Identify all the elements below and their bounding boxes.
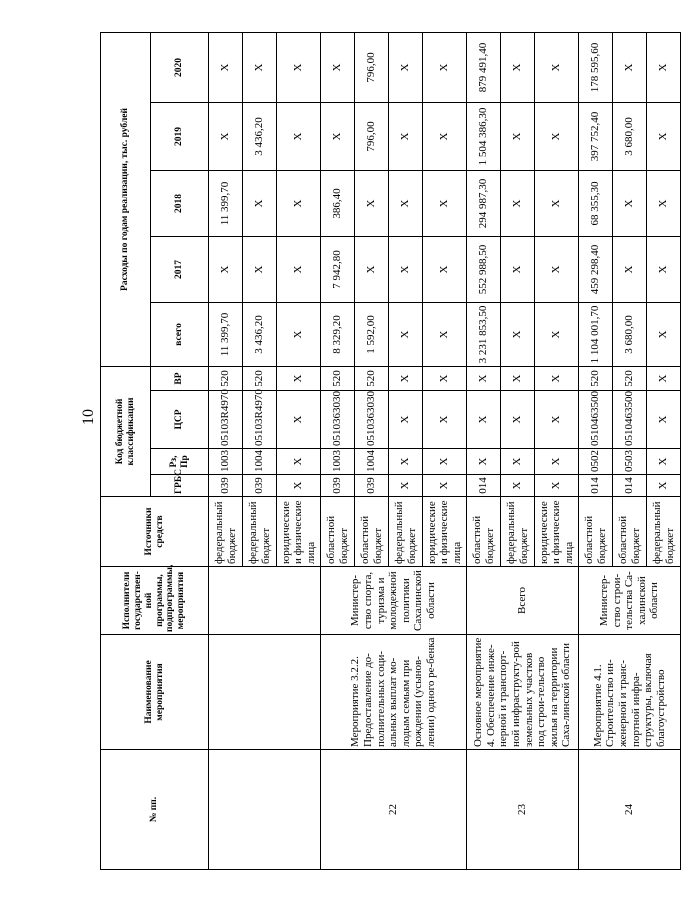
cell-y2017: X bbox=[647, 236, 681, 302]
header-2018: 2018 bbox=[151, 170, 209, 236]
cell-vr: 520 bbox=[243, 366, 277, 390]
table-body bbox=[209, 32, 681, 869]
table-row bbox=[467, 32, 501, 869]
cell-csr: X bbox=[389, 391, 423, 449]
cell-y2017: X bbox=[355, 236, 389, 302]
funding-source: областной бюджет bbox=[579, 497, 613, 567]
rotated-table-container bbox=[100, 33, 676, 870]
cell-y2019: X bbox=[389, 102, 423, 170]
cell-rzpr: 1003 bbox=[321, 449, 355, 475]
cell-vr: X bbox=[501, 366, 535, 390]
cell-y2018: X bbox=[535, 170, 579, 236]
event-name: Мероприятие 3.2.2. Предоставление до-полнительных соци-альных выплат мо-лодым семьям при рождении (усынов-лении) одного ре-бенка bbox=[321, 635, 467, 750]
header-name: Наименование мероприятия bbox=[101, 635, 209, 750]
cell-y2020: 879 491,40 bbox=[467, 32, 501, 102]
cell-y2017: X bbox=[613, 236, 647, 302]
cell-total: 11 399,70 bbox=[209, 302, 243, 366]
cell-y2020: X bbox=[321, 32, 355, 102]
row-number bbox=[209, 750, 321, 870]
cell-y2019: X bbox=[321, 102, 355, 170]
cell-total: 3 680,00 bbox=[613, 302, 647, 366]
table-row bbox=[209, 32, 243, 869]
cell-vr: 520 bbox=[355, 366, 389, 390]
cell-total: X bbox=[389, 302, 423, 366]
executor-name: Всего bbox=[467, 567, 579, 635]
event-name: Мероприятие 4.1. Строительство ин-женерной и транс-портной инфра-структуры, включая благоустройство bbox=[579, 635, 681, 750]
cell-y2019: 3 436,20 bbox=[243, 102, 277, 170]
cell-csr: X bbox=[535, 391, 579, 449]
funding-source: юридические и физические лица bbox=[535, 497, 579, 567]
cell-csr: 0510463500 bbox=[613, 391, 647, 449]
cell-grbs: 039 bbox=[355, 475, 389, 497]
header-expenses: Расходы по годам реализации, тыс. рублей bbox=[101, 32, 151, 366]
cell-total: X bbox=[647, 302, 681, 366]
header-vr: ВР bbox=[151, 366, 209, 390]
cell-y2019: X bbox=[535, 102, 579, 170]
cell-y2017: X bbox=[535, 236, 579, 302]
cell-y2020: X bbox=[209, 32, 243, 102]
cell-csr: 0510363030 bbox=[355, 391, 389, 449]
cell-total: 8 329,20 bbox=[321, 302, 355, 366]
cell-rzpr: 1004 bbox=[355, 449, 389, 475]
executor-name bbox=[209, 567, 321, 635]
cell-vr: X bbox=[277, 366, 321, 390]
header-source: Источники средств bbox=[101, 497, 209, 567]
cell-y2018: 68 355,30 bbox=[579, 170, 613, 236]
cell-total: 1 104 001,70 bbox=[579, 302, 613, 366]
cell-rzpr: X bbox=[647, 449, 681, 475]
table-row bbox=[579, 32, 613, 869]
cell-total: X bbox=[501, 302, 535, 366]
cell-grbs: 014 bbox=[467, 475, 501, 497]
header-2017: 2017 bbox=[151, 236, 209, 302]
header-num: № пп. bbox=[101, 750, 209, 870]
cell-y2017: 459 298,40 bbox=[579, 236, 613, 302]
cell-grbs: 039 bbox=[321, 475, 355, 497]
cell-vr: 520 bbox=[209, 366, 243, 390]
cell-rzpr: 1004 bbox=[243, 449, 277, 475]
header-total: всего bbox=[151, 302, 209, 366]
cell-y2019: X bbox=[277, 102, 321, 170]
cell-total: 1 592,00 bbox=[355, 302, 389, 366]
cell-y2020: X bbox=[277, 32, 321, 102]
cell-y2020: X bbox=[613, 32, 647, 102]
cell-y2017: X bbox=[423, 236, 467, 302]
cell-csr: X bbox=[501, 391, 535, 449]
executor-name: Министер-ство строи-тельства Са-халинской области bbox=[579, 567, 681, 635]
cell-rzpr: X bbox=[423, 449, 467, 475]
header-row-1 bbox=[101, 32, 151, 869]
funding-source: федеральный бюджет bbox=[647, 497, 681, 567]
cell-y2017: X bbox=[277, 236, 321, 302]
cell-y2018: 11 399,70 bbox=[209, 170, 243, 236]
row-number: 24 bbox=[579, 750, 681, 870]
cell-csr: 0510363030 bbox=[321, 391, 355, 449]
cell-grbs: X bbox=[423, 475, 467, 497]
cell-y2018: X bbox=[243, 170, 277, 236]
cell-vr: X bbox=[467, 366, 501, 390]
cell-csr: X bbox=[467, 391, 501, 449]
funding-source: федеральный бюджет bbox=[501, 497, 535, 567]
cell-rzpr: 0502 bbox=[579, 449, 613, 475]
cell-grbs: 014 bbox=[613, 475, 647, 497]
cell-y2018: 386,40 bbox=[321, 170, 355, 236]
cell-vr: 520 bbox=[321, 366, 355, 390]
header-csr: ЦСР bbox=[151, 391, 209, 449]
cell-y2020: X bbox=[647, 32, 681, 102]
cell-vr: X bbox=[423, 366, 467, 390]
funding-source: областной бюджет bbox=[467, 497, 501, 567]
cell-rzpr: X bbox=[501, 449, 535, 475]
cell-total: X bbox=[277, 302, 321, 366]
cell-y2018: X bbox=[613, 170, 647, 236]
cell-y2019: X bbox=[501, 102, 535, 170]
header-rzpr: Рз, Пр bbox=[151, 449, 209, 475]
cell-rzpr: X bbox=[277, 449, 321, 475]
cell-rzpr: 0503 bbox=[613, 449, 647, 475]
header-budget-code: Код бюджетной классификации bbox=[101, 366, 151, 496]
cell-grbs: 039 bbox=[209, 475, 243, 497]
budget-table bbox=[100, 32, 681, 870]
cell-y2019: X bbox=[209, 102, 243, 170]
cell-rzpr: X bbox=[389, 449, 423, 475]
cell-rzpr: X bbox=[467, 449, 501, 475]
cell-grbs: X bbox=[535, 475, 579, 497]
cell-y2018: X bbox=[389, 170, 423, 236]
cell-csr: 0510463500 bbox=[579, 391, 613, 449]
cell-y2020: X bbox=[501, 32, 535, 102]
cell-y2017: X bbox=[501, 236, 535, 302]
funding-source: областной бюджет bbox=[321, 497, 355, 567]
cell-vr: X bbox=[535, 366, 579, 390]
cell-csr: 05103R4970 bbox=[243, 391, 277, 449]
cell-rzpr: X bbox=[535, 449, 579, 475]
cell-csr: X bbox=[277, 391, 321, 449]
cell-y2018: X bbox=[355, 170, 389, 236]
cell-csr: 05103R4970 bbox=[209, 391, 243, 449]
cell-y2018: X bbox=[501, 170, 535, 236]
cell-vr: X bbox=[389, 366, 423, 390]
cell-csr: X bbox=[423, 391, 467, 449]
funding-source: федеральный бюджет bbox=[389, 497, 423, 567]
cell-y2018: 294 987,30 bbox=[467, 170, 501, 236]
cell-y2020: X bbox=[389, 32, 423, 102]
funding-source: областной бюджет bbox=[355, 497, 389, 567]
cell-y2017: X bbox=[243, 236, 277, 302]
funding-source: областной бюджет bbox=[613, 497, 647, 567]
cell-y2020: X bbox=[535, 32, 579, 102]
cell-grbs: X bbox=[647, 475, 681, 497]
header-grbs: ГРБС bbox=[151, 475, 209, 497]
cell-y2019: X bbox=[423, 102, 467, 170]
event-name bbox=[209, 635, 321, 750]
cell-y2019: 397 752,40 bbox=[579, 102, 613, 170]
cell-y2018: X bbox=[423, 170, 467, 236]
page-number: 10 bbox=[80, 409, 97, 425]
cell-total: 3 436,20 bbox=[243, 302, 277, 366]
table-row bbox=[321, 32, 355, 869]
funding-source: федеральный бюджет bbox=[209, 497, 243, 567]
funding-source: юридические и физические лица bbox=[277, 497, 321, 567]
cell-total: X bbox=[535, 302, 579, 366]
cell-y2018: X bbox=[647, 170, 681, 236]
cell-grbs: X bbox=[501, 475, 535, 497]
header-2020: 2020 bbox=[151, 32, 209, 102]
cell-y2018: X bbox=[277, 170, 321, 236]
cell-grbs: X bbox=[389, 475, 423, 497]
cell-y2017: X bbox=[389, 236, 423, 302]
cell-y2020: X bbox=[243, 32, 277, 102]
row-number: 22 bbox=[321, 750, 467, 870]
header-2019: 2019 bbox=[151, 102, 209, 170]
executor-name: Министер-ство спорта, туризма и молодежной политики Сахалинской области bbox=[321, 567, 467, 635]
cell-y2019: 1 504 386,30 bbox=[467, 102, 501, 170]
event-name: Основное мероприятие 4. Обеспечение инже-нерной и транспорт-ной инфраструкту-рой земельных участков под строи-тельство жилья на территории Саха-линской области bbox=[467, 635, 579, 750]
cell-y2019: 3 680,00 bbox=[613, 102, 647, 170]
cell-csr: X bbox=[647, 391, 681, 449]
cell-y2020: 796,00 bbox=[355, 32, 389, 102]
cell-y2020: X bbox=[423, 32, 467, 102]
cell-y2019: X bbox=[647, 102, 681, 170]
row-number: 23 bbox=[467, 750, 579, 870]
funding-source: юридические и физические лица bbox=[423, 497, 467, 567]
cell-grbs: 039 bbox=[243, 475, 277, 497]
cell-total: 3 231 853,50 bbox=[467, 302, 501, 366]
cell-vr: 520 bbox=[579, 366, 613, 390]
cell-grbs: X bbox=[277, 475, 321, 497]
cell-grbs: 014 bbox=[579, 475, 613, 497]
cell-y2017: 552 988,50 bbox=[467, 236, 501, 302]
funding-source: федеральный бюджет bbox=[243, 497, 277, 567]
cell-vr: X bbox=[647, 366, 681, 390]
cell-rzpr: 1003 bbox=[209, 449, 243, 475]
cell-vr: 520 bbox=[613, 366, 647, 390]
cell-total: X bbox=[423, 302, 467, 366]
header-executor: Исполнители государствен-ной программы, подпрограммы, мероприятия bbox=[101, 567, 209, 635]
cell-y2020: 178 595,60 bbox=[579, 32, 613, 102]
cell-y2019: 796,00 bbox=[355, 102, 389, 170]
cell-y2017: 7 942,80 bbox=[321, 236, 355, 302]
cell-y2017: X bbox=[209, 236, 243, 302]
